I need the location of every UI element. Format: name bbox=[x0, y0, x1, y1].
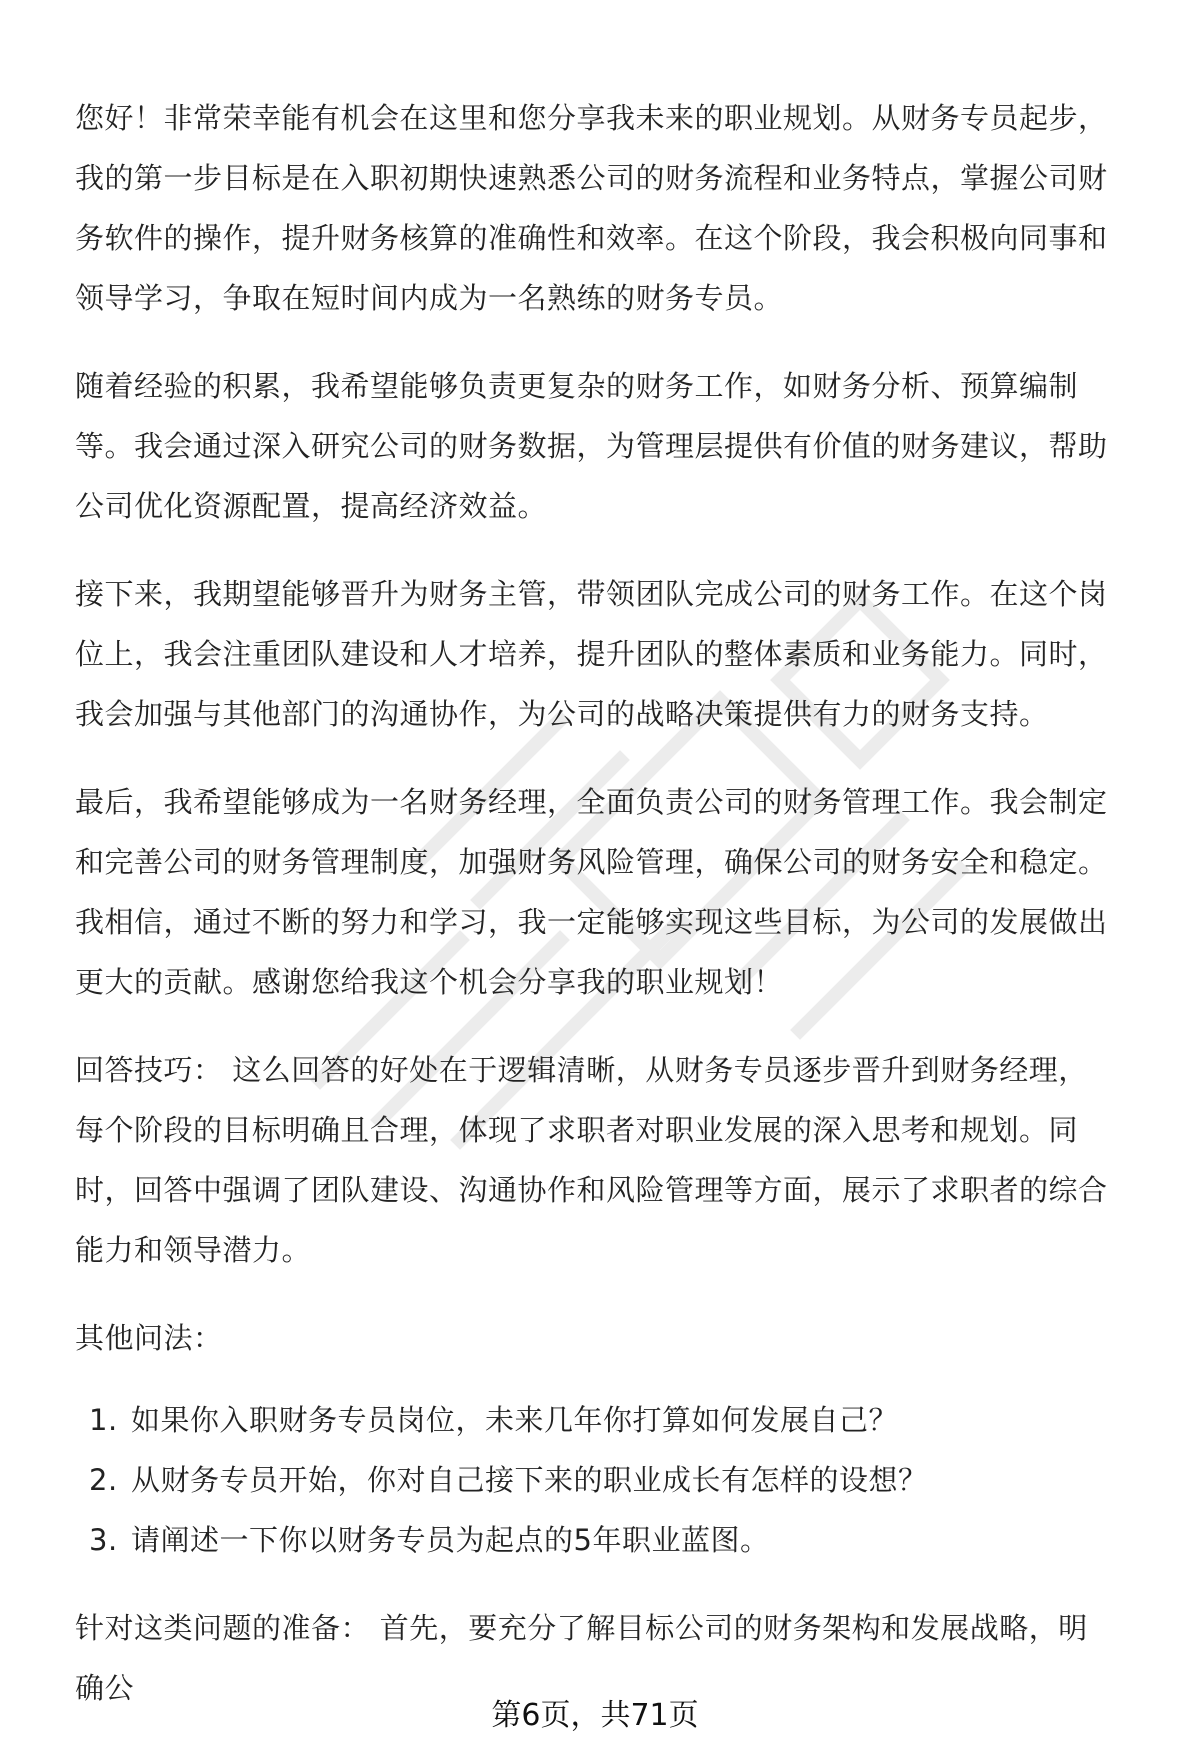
list-item bbox=[75, 1450, 1115, 1510]
page-number-footer: 第6页，共71页 bbox=[491, 1698, 699, 1733]
list-item-number: 3. bbox=[89, 1523, 118, 1557]
other-questions-heading: 其他问法： bbox=[75, 1321, 223, 1355]
paragraph-intro: 您好！非常荣幸能有机会在这里和您分享我未来的职业规划。从财务专员起步，我的第一步目标是在入职初期快速熟悉公司的财务流程和业务特点，掌握公司财务软件的操作，提升财务核算的准确性和效率。在这个阶段，我会积极向同事和领导学习，争取在短时间内成为一名熟练的财务专员。 bbox=[75, 101, 1108, 315]
list-item-text: 从财务专员开始，你对自己接下来的职业成长有怎样的设想？ bbox=[131, 1463, 928, 1497]
main-content bbox=[75, 88, 1115, 1746]
paragraph-supervisor: 接下来，我期望能够晋升为财务主管，带领团队完成公司的财务工作。在这个岗位上，我会注重团队建设和人才培养，提升团队的整体素质和业务能力。同时，我会加强与其他部门的沟通协作，为公司的战略决策提供有力的财务支持。 bbox=[75, 577, 1108, 731]
list-item-text: 请阐述一下你以财务专员为起点的5年职业蓝图。 bbox=[131, 1523, 770, 1557]
list-item bbox=[75, 1510, 1115, 1570]
list-item-number: 2. bbox=[89, 1463, 118, 1497]
paragraph-experience: 随着经验的积累，我希望能够负责更复杂的财务工作，如财务分析、预算编制等。我会通过深入研究公司的财务数据，为管理层提供有价值的财务建议，帮助公司优化资源配置，提高经济效益。 bbox=[75, 369, 1108, 523]
list-item-number: 1. bbox=[89, 1403, 118, 1437]
list-item-text: 如果你入职财务专员岗位，未来几年你打算如何发展自己？ bbox=[131, 1403, 899, 1437]
paragraph-manager: 最后，我希望能够成为一名财务经理，全面负责公司的财务管理工作。我会制定和完善公司的财务管理制度，加强财务风险管理，确保公司的财务安全和稳定。我相信，通过不断的努力和学习，我一定能够实现这些目标，为公司的发展做出更大的贡献。感谢您给我这个机会分享我的职业规划！ bbox=[75, 785, 1108, 999]
paragraph-answer-tips: 回答技巧： 这么回答的好处在于逻辑清晰，从财务专员逐步晋升到财务经理，每个阶段的目标明确且合理，体现了求职者对职业发展的深入思考和规划。同时，回答中强调了团队建设、沟通协作和风险管理等方面，展示了求职者的综合能力和领导潜力。 bbox=[75, 1053, 1108, 1267]
other-questions-list bbox=[75, 1390, 1115, 1570]
paragraph-preparation: 针对这类问题的准备： 首先，要充分了解目标公司的财务架构和发展战略，明确公 bbox=[75, 1611, 1088, 1705]
list-item bbox=[75, 1390, 1115, 1450]
